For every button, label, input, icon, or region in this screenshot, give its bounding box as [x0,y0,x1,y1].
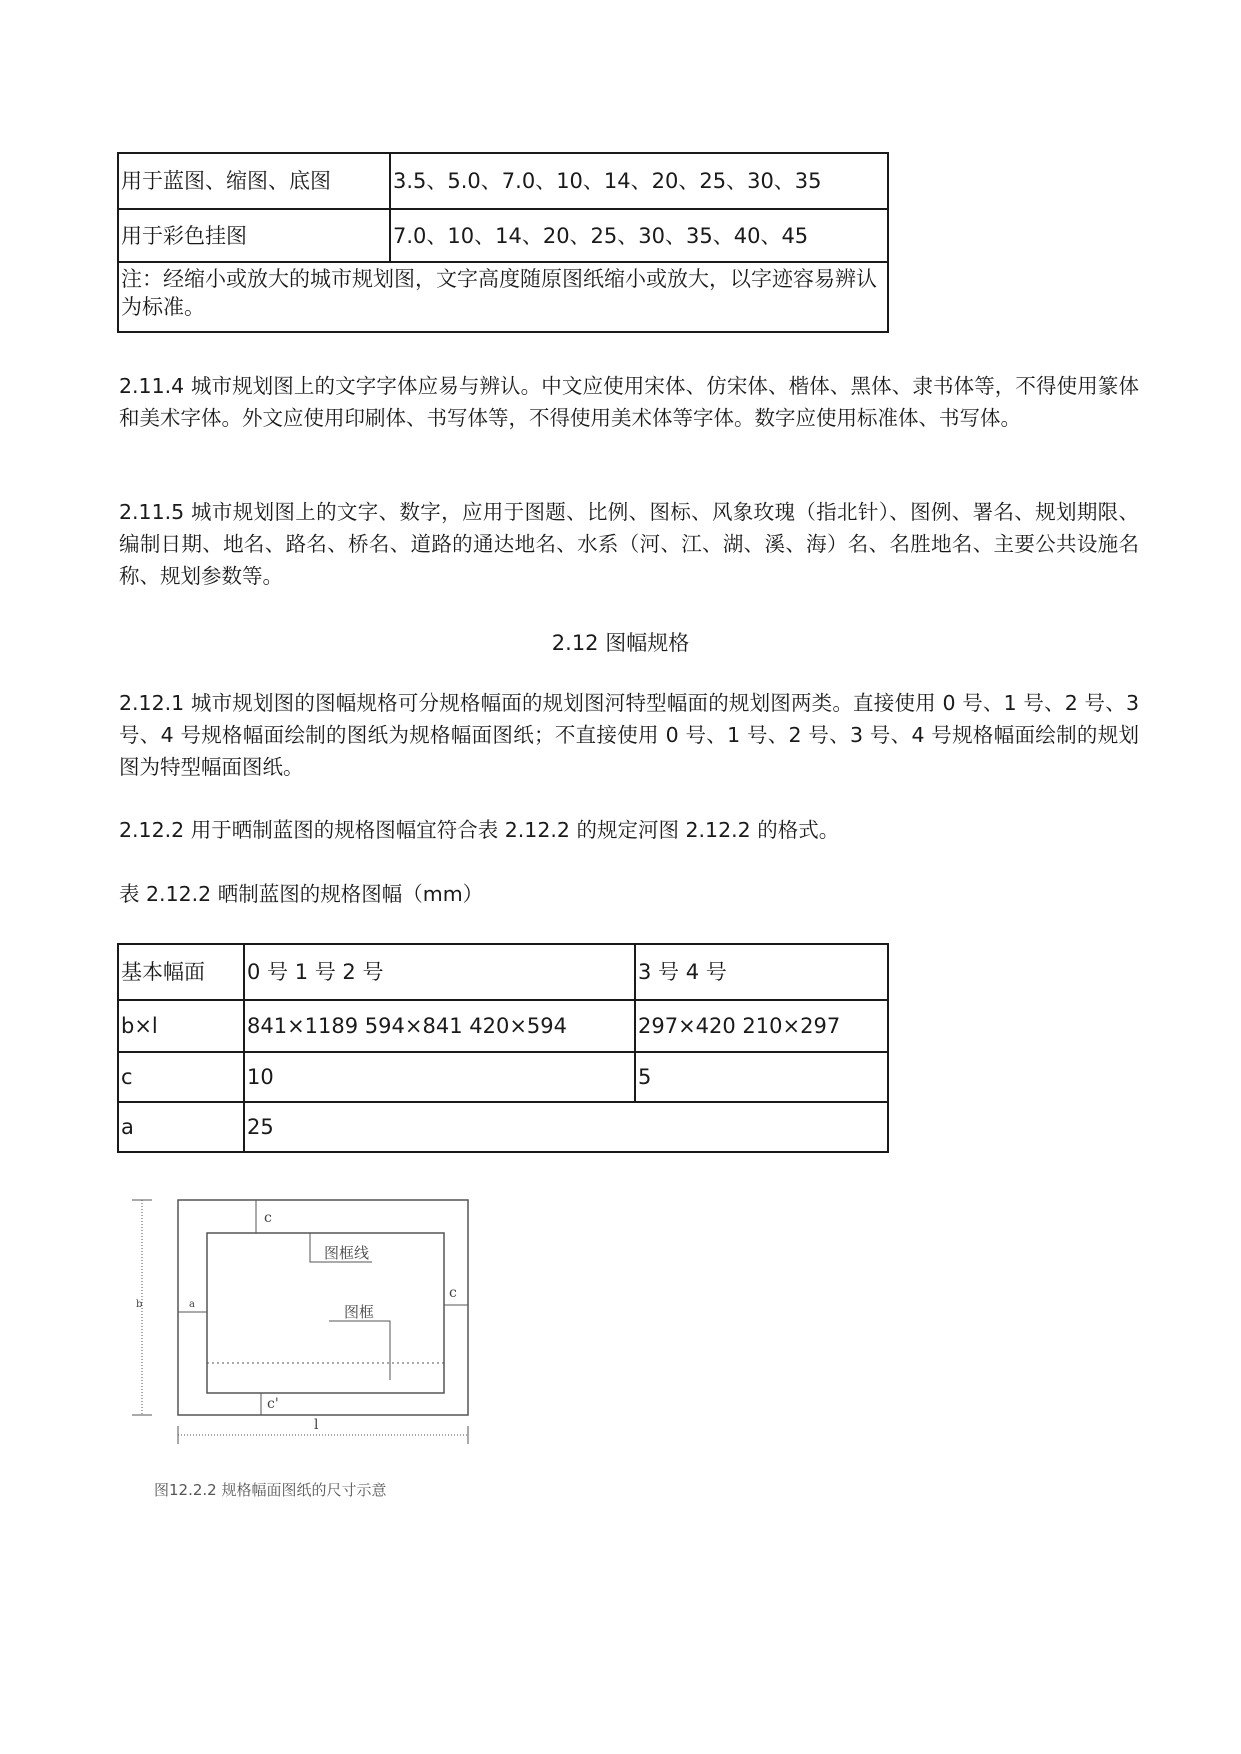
label-c-right: c [449,1285,457,1301]
label-a: a [189,1299,195,1310]
table-cell: 5 [635,1052,888,1102]
table-row [118,209,888,262]
leader-frame [329,1321,390,1380]
paragraph-2-11-5: 2.11.5 城市规划图上的文字、数字，应用于图题、比例、图标、风象玫瑰（指北针）、图例、署名、规划期限、编制日期、地名、路名、桥名、道路的通达地名、水系（河、江、湖、溪、海）名、名胜地名、主要公共设施名称、规划参数等。 [119,500,1139,588]
figure-caption: 图12.2.2 规格幅面图纸的尺寸示意 [154,1481,387,1499]
table-cell: b×l [118,1000,244,1052]
label-c-top: c [264,1210,272,1226]
table-title: 表 2.12.2 晒制蓝图的规格图幅（mm） [119,882,484,906]
table-cell: 10 [244,1052,635,1102]
paragraph-2-12-1: 2.12.1 城市规划图的图幅规格可分规格幅面的规划图河特型幅面的规划图两类。直接使用 0 号、1 号、2 号、3 号、4 号规格幅面绘制的图纸为规格幅面图纸；不直接使用 0 号、1 号、2 号、3 号、4 号规格幅面绘制的规划图为特型幅面图纸。 [119,691,1139,779]
label-frame: 图框 [344,1303,375,1321]
sheet-size-figure [128,1190,488,1520]
table-cell: c [118,1052,244,1102]
table-row [118,153,888,209]
table-note: 注：经缩小或放大的城市规划图，文字高度随原图纸缩小或放大，以字迹容易辨认为标准。 [118,262,888,332]
table-cell: 3 号 4 号 [635,944,888,1000]
table-row [118,1052,888,1102]
table-cell: 297×420 210×297 [635,1000,888,1052]
label-c-bottom: c' [267,1396,279,1412]
table-cell: 7.0、10、14、20、25、30、35、40、45 [390,209,888,262]
paragraph-2-12-2: 2.12.2 用于晒制蓝图的规格图幅宜符合表 2.12.2 的规定河图 2.12.2 的格式。 [119,818,840,842]
table-cell: 用于蓝图、缩图、底图 [118,153,390,209]
table-row [118,1102,888,1152]
table-row [118,944,888,1000]
table-row [118,1000,888,1052]
table-cell: 基本幅面 [118,944,244,1000]
table-cell: 用于彩色挂图 [118,209,390,262]
table-cell: 25 [244,1102,888,1152]
text-height-table [117,152,889,333]
label-b: b [136,1299,143,1310]
table-cell: 3.5、5.0、7.0、10、14、20、25、30、35 [390,153,888,209]
label-frame-line: 图框线 [324,1244,370,1262]
sheet-size-table [117,943,889,1153]
table-cell: a [118,1102,244,1152]
table-cell: 0 号 1 号 2 号 [244,944,635,1000]
section-heading: 2.12 图幅规格 [551,631,690,655]
paragraph-2-11-4: 2.11.4 城市规划图上的文字字体应易与辨认。中文应使用宋体、仿宋体、楷体、黑体、隶书体等，不得使用篆体和美术字体。外文应使用印刷体、书写体等，不得使用美术体等字体。数字应使用标准体、书写体。 [119,374,1139,430]
table-row [118,262,888,332]
label-l: l [314,1417,319,1433]
table-cell: 841×1189 594×841 420×594 [244,1000,635,1052]
